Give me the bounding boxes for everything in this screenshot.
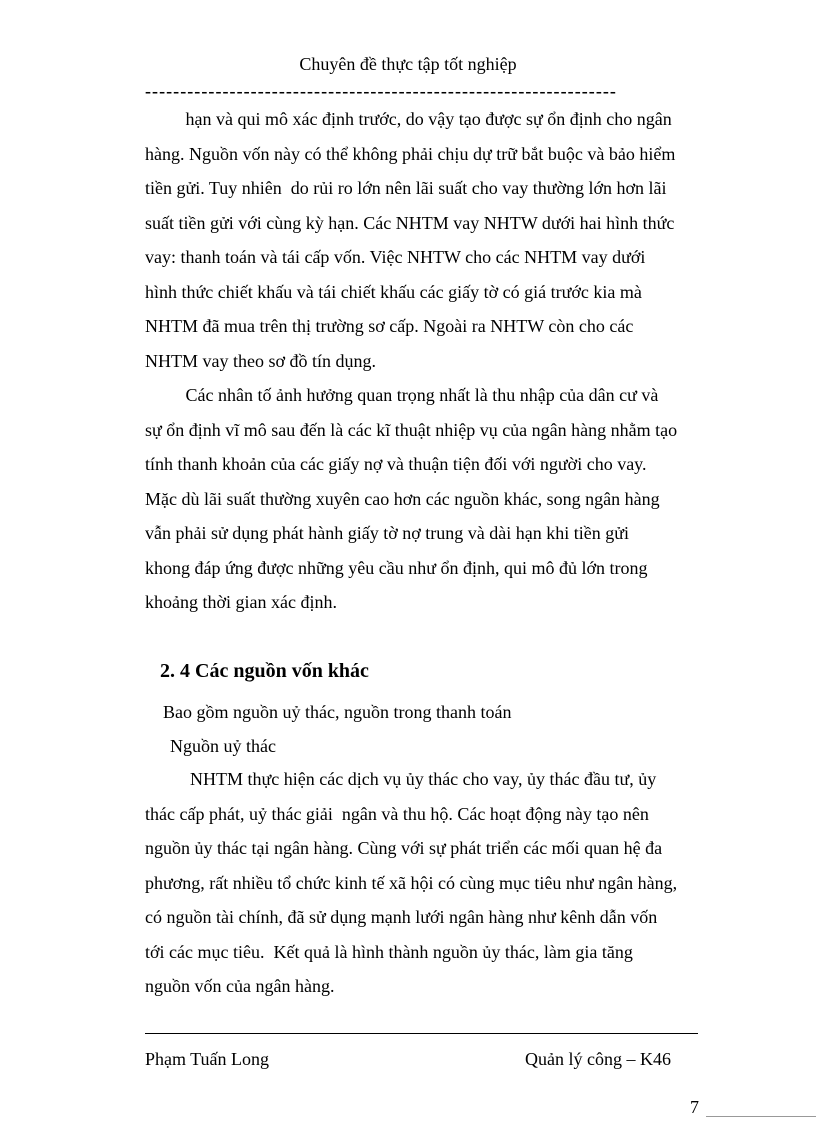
text-line: khong đáp ứng được những yêu cầu như ổn định, qui mô đủ lớn trong bbox=[145, 557, 648, 578]
text-line: hạn và qui mô xác định trước, do vậy tạo được sự ổn định cho ngân bbox=[145, 109, 672, 129]
footer-divider bbox=[145, 1033, 698, 1034]
text-line: NHTM đã mua trên thị trường sơ cấp. Ngoài ra NHTW còn cho các bbox=[145, 316, 634, 336]
footer-author: Phạm Tuấn Long bbox=[145, 1049, 270, 1069]
text-line: phương, rất nhiều tổ chức kinh tế xã hội có cùng mục tiêu như ngân hàng, bbox=[145, 872, 678, 893]
text-line: hình thức chiết khấu và tái chiết khấu các giấy tờ có giá trước kia mà bbox=[145, 281, 642, 302]
text-line: Mặc dù lãi suất thường xuyên cao hơn các nguồn khác, song ngân hàng bbox=[145, 488, 660, 509]
section-intro: Bao gồm nguồn uỷ thác, nguồn trong thanh toán bbox=[163, 702, 512, 722]
text-line: nguồn ủy thác tại ngân hàng. Cùng với sự phát triển các mối quan hệ đa bbox=[145, 838, 663, 858]
text-line: khoảng thời gian xác định. bbox=[145, 592, 337, 612]
subheading: Nguồn uỷ thác bbox=[170, 736, 276, 756]
text-line: nguồn vốn của ngân hàng. bbox=[145, 976, 335, 996]
text-line: hàng. Nguồn vốn này có thể không phải chịu dự trữ bắt buộc và bảo hiểm bbox=[145, 143, 676, 164]
text-line: NHTM thực hiện các dịch vụ ủy thác cho vay, ủy thác đầu tư, ủy bbox=[145, 769, 657, 789]
section-heading: 2. 4 Các nguồn vốn khác bbox=[160, 660, 369, 682]
header-separator: ------------------------------------------------------------------- bbox=[145, 82, 617, 100]
text-line: vay: thanh toán và tái cấp vốn. Việc NHTW cho các NHTM vay dưới bbox=[145, 247, 646, 267]
text-line: vẫn phải sử dụng phát hành giấy tờ nợ trung và dài hạn khi tiền gửi bbox=[145, 523, 629, 543]
paragraph-3 bbox=[145, 762, 705, 1004]
running-header: Chuyên đề thực tập tốt nghiệp bbox=[299, 54, 517, 74]
page-number: 7 bbox=[690, 1097, 699, 1117]
text-line: sự ổn định vĩ mô sau đến là các kĩ thuật nhiệp vụ của ngân hàng nhằm tạo bbox=[145, 419, 678, 440]
paragraph-2 bbox=[145, 378, 705, 620]
text-line: Các nhân tố ảnh hưởng quan trọng nhất là thu nhập của dân cư và bbox=[145, 385, 659, 405]
text-line: tiền gửi. Tuy nhiên do rủi ro lớn nên lãi suất cho vay thường lớn hơn lãi bbox=[145, 178, 667, 198]
text-line: tới các mục tiêu. Kết quả là hình thành nguồn ủy thác, làm gia tăng bbox=[145, 941, 633, 962]
text-line: có nguồn tài chính, đã sử dụng mạnh lưới ngân hàng như kênh dẫn vốn bbox=[145, 907, 658, 927]
footer-class: Quản lý công – K46 bbox=[525, 1049, 671, 1069]
text-line: suất tiền gửi với cùng kỳ hạn. Các NHTM vay NHTW dưới hai hình thức bbox=[145, 212, 675, 233]
corner-divider bbox=[706, 1116, 816, 1117]
paragraph-1 bbox=[145, 102, 705, 378]
text-line: NHTM vay theo sơ đồ tín dụng. bbox=[145, 350, 377, 371]
text-line: thác cấp phát, uỷ thác giải ngân và thu hộ. Các hoạt động này tạo nên bbox=[145, 803, 649, 824]
text-line: tính thanh khoản của các giấy nợ và thuận tiện đối với người cho vay. bbox=[145, 454, 647, 474]
